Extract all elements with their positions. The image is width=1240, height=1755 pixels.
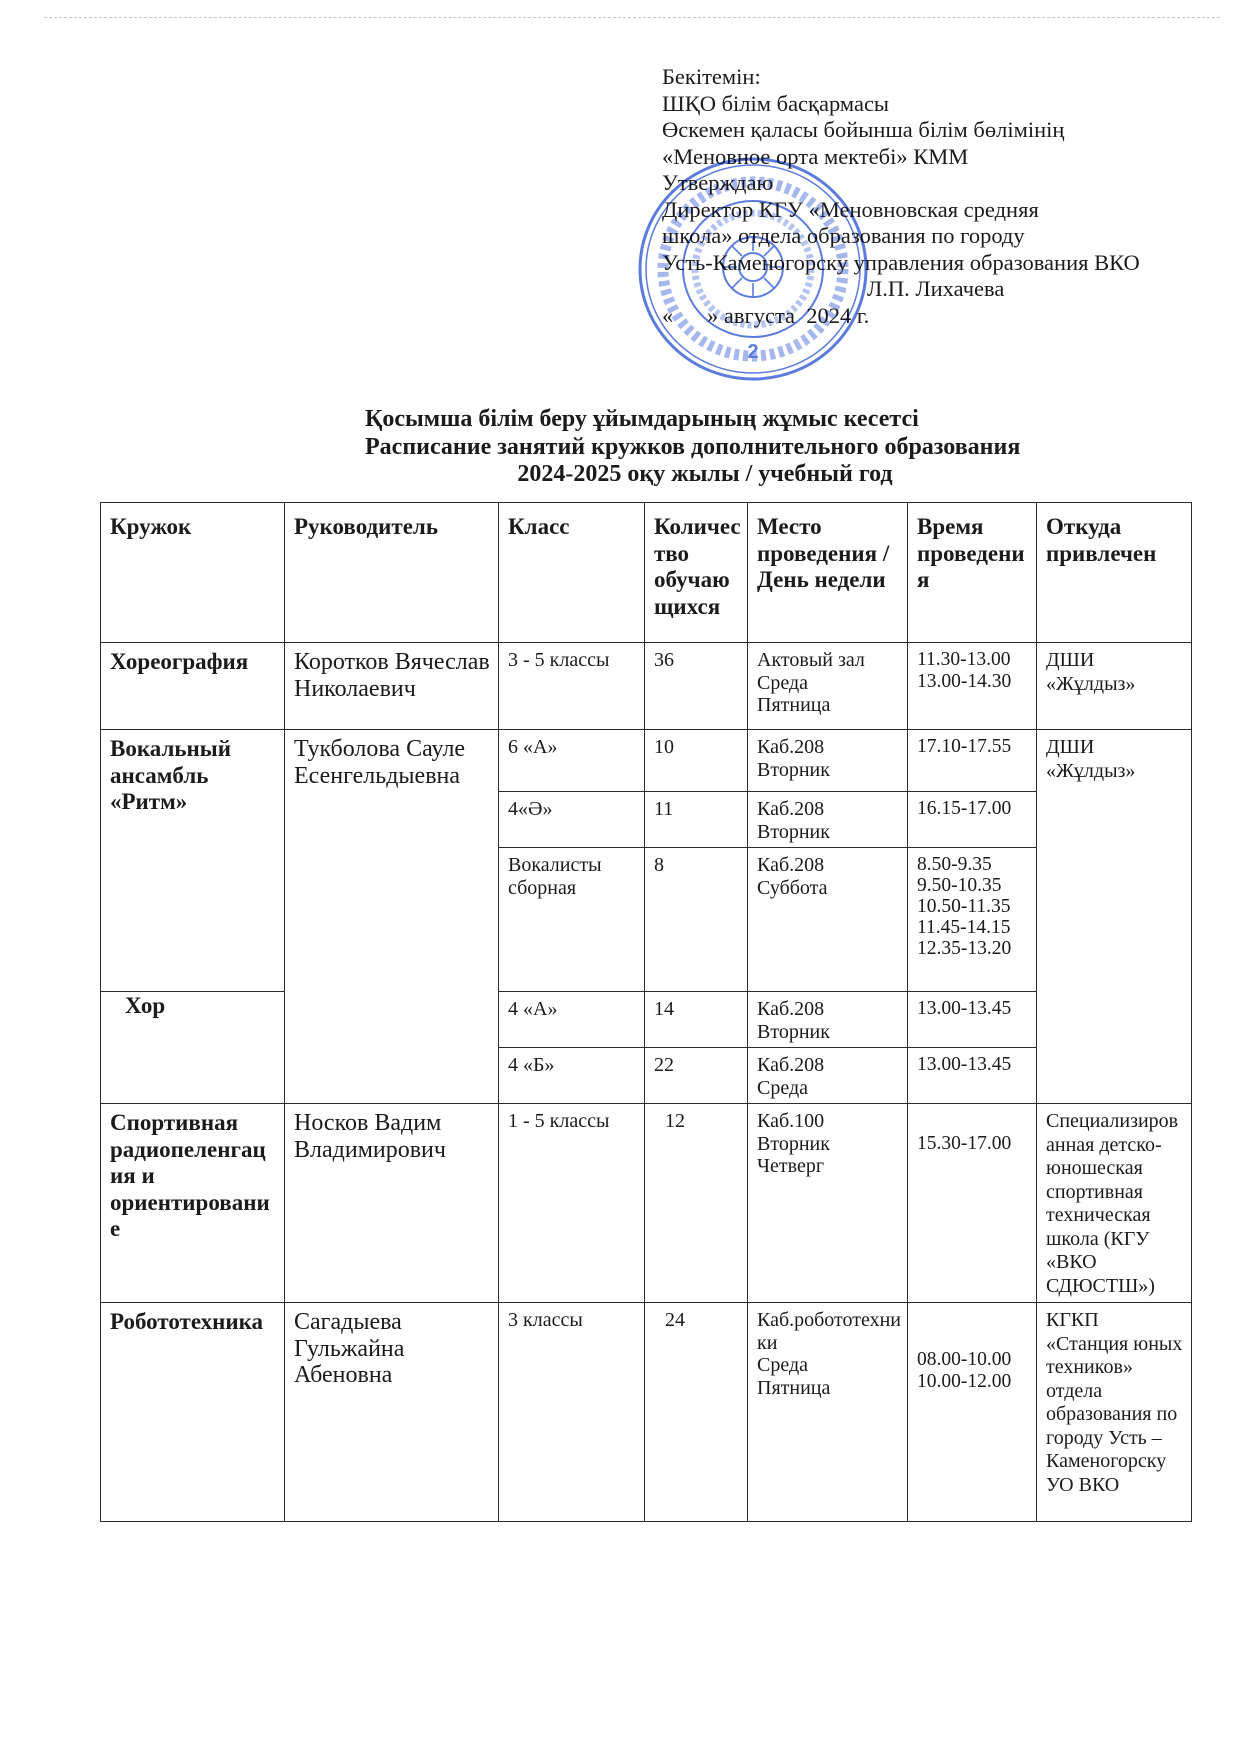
header-count: Количество обучающихся bbox=[645, 503, 748, 643]
cell-place: Каб.100 Вторник Четверг bbox=[748, 1104, 908, 1303]
header-source: Откуда привлечен bbox=[1037, 503, 1192, 643]
cell-place: Актовый зал Среда Пятница bbox=[748, 643, 908, 730]
stamp-ray bbox=[764, 246, 774, 256]
cell-time: 15.30-17.00 bbox=[908, 1104, 1037, 1303]
stamp-emblem-core bbox=[739, 253, 767, 281]
header-class: Класс bbox=[499, 503, 645, 643]
approval-line-school-ru: школа» отдела образования по городу bbox=[662, 223, 1025, 248]
cell-circle: Спортивная радиопеленгация и ориентирование bbox=[101, 1104, 285, 1303]
stamp-ray bbox=[764, 278, 774, 288]
cell-place: Каб.робототехники Среда Пятница bbox=[748, 1303, 908, 1522]
cell-place: Каб.208 Вторник bbox=[748, 992, 908, 1048]
stamp-ray bbox=[732, 278, 742, 288]
cell-time: 16.15-17.00 bbox=[908, 792, 1037, 848]
cell-class: 6 «А» bbox=[499, 730, 645, 792]
stamp-ray bbox=[732, 246, 742, 256]
cell-circle: Робототехника bbox=[101, 1303, 285, 1522]
header-circle: Кружок bbox=[101, 503, 285, 643]
cell-count: 22 bbox=[645, 1048, 748, 1104]
table-header-row bbox=[101, 503, 1192, 643]
approval-line-director: Директор КГУ «Меновновская средняя bbox=[662, 196, 1039, 222]
cell-circle: Хор bbox=[101, 992, 285, 1104]
cell-source: КГКП «Станция юных техников» отдела образования по городу Усть – Каменогорску УО ВКО bbox=[1037, 1303, 1192, 1522]
cell-class: 1 - 5 классы bbox=[499, 1104, 645, 1303]
table-row bbox=[101, 1104, 1192, 1303]
cell-source: ДШИ «Жұлдыз» bbox=[1037, 643, 1192, 730]
cell-class: 4 «А» bbox=[499, 992, 645, 1048]
cell-leader: Коротков Вячеслав Николаевич bbox=[285, 643, 499, 730]
cell-count: 24 bbox=[645, 1303, 748, 1522]
approval-line-school-kz: «Меновное орта мектебі» КММ bbox=[662, 143, 969, 169]
cell-circle: Вокальный ансамбль «Ритм» bbox=[101, 730, 285, 992]
stamp bbox=[636, 155, 870, 383]
stamp-inner-ring bbox=[683, 201, 823, 337]
table-row bbox=[101, 1303, 1192, 1522]
approval-line-department: ШҚО білім басқармасы bbox=[662, 90, 890, 116]
document-title bbox=[365, 406, 1065, 489]
cell-count: 11 bbox=[645, 792, 748, 848]
director-name: Л.П. Лихачева bbox=[867, 276, 1005, 301]
cell-place: Каб.208 Вторник bbox=[748, 730, 908, 792]
title-year: 2024-2025 оқу жылы / учебный год bbox=[517, 461, 893, 487]
approval-date: « » августа 2024 г. bbox=[662, 302, 870, 328]
header-leader: Руководитель bbox=[285, 503, 499, 643]
table-row bbox=[101, 643, 1192, 730]
table-row bbox=[101, 730, 1192, 792]
cell-leader: Сагадыева Гульжайна Абеновна bbox=[285, 1303, 499, 1522]
cell-class: 4«Ә» bbox=[499, 792, 645, 848]
cell-class: Вокалисты сборная bbox=[499, 848, 645, 992]
cell-count: 8 bbox=[645, 848, 748, 992]
cell-time: 11.30-13.00 13.00-14.30 bbox=[908, 643, 1037, 730]
header-place: Место проведения / День недели bbox=[748, 503, 908, 643]
cell-count: 36 bbox=[645, 643, 748, 730]
stamp-emblem-rays bbox=[723, 237, 783, 297]
cell-leader: Тукболова Сауле Есенгельдыевна bbox=[285, 730, 499, 1104]
cell-time: 17.10-17.55 bbox=[908, 730, 1037, 792]
title-ru: Расписание занятий кружков дополнительного образования bbox=[365, 433, 1021, 460]
cell-place: Каб.208 Среда bbox=[748, 1048, 908, 1104]
cell-class: 3 - 5 классы bbox=[499, 643, 645, 730]
approval-line-city-ru: Усть-Каменогорску управления образования ВКО bbox=[662, 249, 1140, 275]
schedule-table bbox=[100, 502, 1192, 1522]
approval-line-city-department: Өскемен қаласы бойынша білім бөлімінің bbox=[662, 117, 1065, 142]
cell-place: Каб.208 Вторник bbox=[748, 792, 908, 848]
title-kz: Қосымша білім беру ұйымдарының жұмыс кесетсі bbox=[365, 406, 919, 432]
stamp-number: 2 bbox=[747, 341, 759, 363]
cell-count: 14 bbox=[645, 992, 748, 1048]
cell-place: Каб.208 Суббота bbox=[748, 848, 908, 992]
cell-source: Специализированная детско-юношеская спортивная техническая школа (КГУ «ВКО СДЮСТШ») bbox=[1037, 1104, 1192, 1303]
cell-class: 4 «Б» bbox=[499, 1048, 645, 1104]
header-time: Время проведения bbox=[908, 503, 1037, 643]
table-row bbox=[101, 992, 1192, 1048]
cell-source: ДШИ «Жұлдыз» bbox=[1037, 730, 1192, 1104]
cell-leader: Носков Вадим Владимирович bbox=[285, 1104, 499, 1303]
cell-count: 10 bbox=[645, 730, 748, 792]
approval-line-approve-ru: Утверждаю bbox=[662, 170, 774, 195]
cell-class: 3 классы bbox=[499, 1303, 645, 1522]
approval-line-approve-kz: Бекітемін: bbox=[662, 64, 761, 89]
cell-time: 13.00-13.45 bbox=[908, 1048, 1037, 1104]
cell-time: 13.00-13.45 bbox=[908, 992, 1037, 1048]
cell-time: 8.50-9.35 9.50-10.35 10.50-11.35 11.45-14.15 12.35-13.20 bbox=[908, 848, 1037, 992]
stamp-lettering-inner-ring bbox=[695, 213, 811, 325]
cell-time: 08.00-10.00 10.00-12.00 bbox=[908, 1303, 1037, 1522]
scan-edge-line bbox=[44, 17, 1220, 18]
cell-count: 12 bbox=[645, 1104, 748, 1303]
stamp-lettering-ring bbox=[663, 182, 843, 356]
cell-circle: Хореография bbox=[101, 643, 285, 730]
